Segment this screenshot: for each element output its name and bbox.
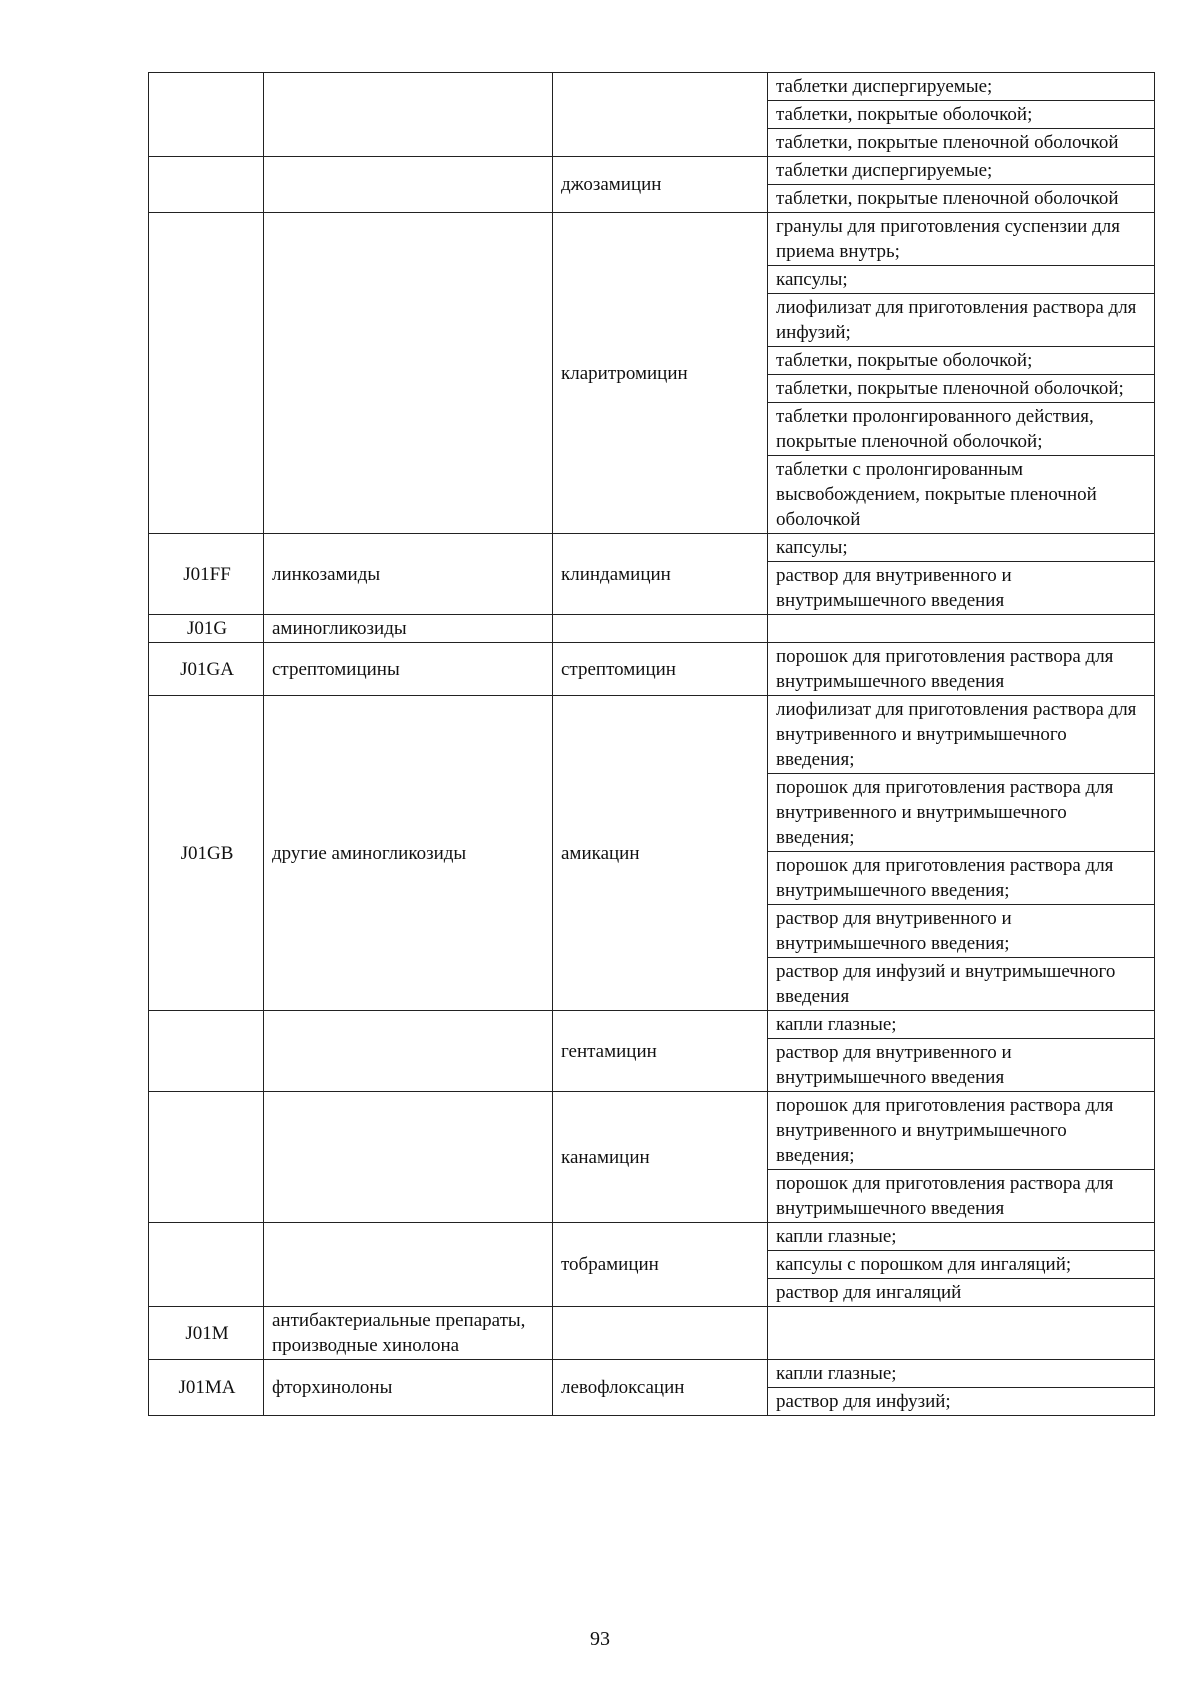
table-row — [149, 615, 1155, 643]
table-row — [149, 696, 1155, 774]
drug-name-cell: левофлоксацин — [553, 1360, 768, 1416]
drug-table-body — [149, 73, 1155, 1416]
dosage-form-cell: капсулы; — [768, 266, 1155, 294]
dosage-form-cell: таблетки диспергируемые; — [768, 157, 1155, 185]
atc-code-cell: J01MA — [149, 1360, 264, 1416]
dosage-form-cell: капсулы с порошком для ингаляций; — [768, 1251, 1155, 1279]
atc-code-cell: J01M — [149, 1307, 264, 1360]
group-name-cell — [264, 73, 553, 157]
atc-code-cell: J01GA — [149, 643, 264, 696]
table-row — [149, 157, 1155, 185]
dosage-form-cell: капли глазные; — [768, 1011, 1155, 1039]
dosage-form-cell: таблетки пролонгированного действия, покрытые пленочной оболочкой; — [768, 403, 1155, 456]
dosage-form-cell — [768, 1307, 1155, 1360]
drug-name-cell: канамицин — [553, 1092, 768, 1223]
table-row — [149, 643, 1155, 696]
atc-code-cell — [149, 1011, 264, 1092]
dosage-form-cell: таблетки диспергируемые; — [768, 73, 1155, 101]
group-name-cell — [264, 1092, 553, 1223]
drug-name-cell: амикацин — [553, 696, 768, 1011]
group-name-cell: линкозамиды — [264, 534, 553, 615]
atc-code-cell — [149, 73, 264, 157]
drug-name-cell — [553, 615, 768, 643]
group-name-cell: фторхинолоны — [264, 1360, 553, 1416]
dosage-form-cell: таблетки, покрытые пленочной оболочкой; — [768, 375, 1155, 403]
drug-name-cell — [553, 73, 768, 157]
dosage-form-cell: таблетки, покрытые оболочкой; — [768, 101, 1155, 129]
dosage-form-cell: раствор для внутривенного и внутримышечного введения — [768, 1039, 1155, 1092]
table-row — [149, 1360, 1155, 1388]
page-number: 93 — [590, 1628, 610, 1650]
atc-code-cell — [149, 157, 264, 213]
atc-code-cell — [149, 1223, 264, 1307]
dosage-form-cell: раствор для ингаляций — [768, 1279, 1155, 1307]
dosage-form-cell: порошок для приготовления раствора для внутримышечного введения — [768, 643, 1155, 696]
atc-code-cell: J01GB — [149, 696, 264, 1011]
group-name-cell — [264, 213, 553, 534]
dosage-form-cell: таблетки, покрытые пленочной оболочкой — [768, 129, 1155, 157]
group-name-cell: антибактериальные препараты, производные хинолона — [264, 1307, 553, 1360]
table-row — [149, 1223, 1155, 1251]
group-name-cell — [264, 157, 553, 213]
table-row — [149, 534, 1155, 562]
dosage-form-cell: капсулы; — [768, 534, 1155, 562]
dosage-form-cell: раствор для инфузий; — [768, 1388, 1155, 1416]
group-name-cell: другие аминогликозиды — [264, 696, 553, 1011]
dosage-form-cell: порошок для приготовления раствора для внутривенного и внутримышечного введения; — [768, 774, 1155, 852]
drug-name-cell: кларитромицин — [553, 213, 768, 534]
drug-name-cell — [553, 1307, 768, 1360]
table-row — [149, 1307, 1155, 1360]
table-row — [149, 1011, 1155, 1039]
table-row — [149, 1092, 1155, 1170]
dosage-form-cell: капли глазные; — [768, 1223, 1155, 1251]
dosage-form-cell: раствор для внутривенного и внутримышечного введения — [768, 562, 1155, 615]
atc-code-cell — [149, 1092, 264, 1223]
drug-name-cell: тобрамицин — [553, 1223, 768, 1307]
dosage-form-cell: капли глазные; — [768, 1360, 1155, 1388]
dosage-form-cell: таблетки с пролонгированным высвобождением, покрытые пленочной оболочкой — [768, 456, 1155, 534]
table-row — [149, 73, 1155, 101]
drug-name-cell: гентамицин — [553, 1011, 768, 1092]
drug-name-cell: джозамицин — [553, 157, 768, 213]
group-name-cell — [264, 1223, 553, 1307]
dosage-form-cell: раствор для внутривенного и внутримышечного введения; — [768, 905, 1155, 958]
dosage-form-cell: порошок для приготовления раствора для внутримышечного введения — [768, 1170, 1155, 1223]
dosage-form-cell: лиофилизат для приготовления раствора для внутривенного и внутримышечного введения; — [768, 696, 1155, 774]
dosage-form-cell: порошок для приготовления раствора для внутривенного и внутримышечного введения; — [768, 1092, 1155, 1170]
dosage-form-cell: таблетки, покрытые оболочкой; — [768, 347, 1155, 375]
atc-code-cell: J01G — [149, 615, 264, 643]
dosage-form-cell: порошок для приготовления раствора для внутримышечного введения; — [768, 852, 1155, 905]
group-name-cell: аминогликозиды — [264, 615, 553, 643]
drug-name-cell: клиндамицин — [553, 534, 768, 615]
table-row — [149, 213, 1155, 266]
atc-code-cell: J01FF — [149, 534, 264, 615]
drug-name-cell: стрептомицин — [553, 643, 768, 696]
group-name-cell: стрептомицины — [264, 643, 553, 696]
group-name-cell — [264, 1011, 553, 1092]
drug-table — [148, 72, 1155, 1416]
dosage-form-cell: лиофилизат для приготовления раствора для инфузий; — [768, 294, 1155, 347]
dosage-form-cell: раствор для инфузий и внутримышечного введения — [768, 958, 1155, 1011]
dosage-form-cell: гранулы для приготовления суспензии для приема внутрь; — [768, 213, 1155, 266]
dosage-form-cell: таблетки, покрытые пленочной оболочкой — [768, 185, 1155, 213]
atc-code-cell — [149, 213, 264, 534]
dosage-form-cell — [768, 615, 1155, 643]
